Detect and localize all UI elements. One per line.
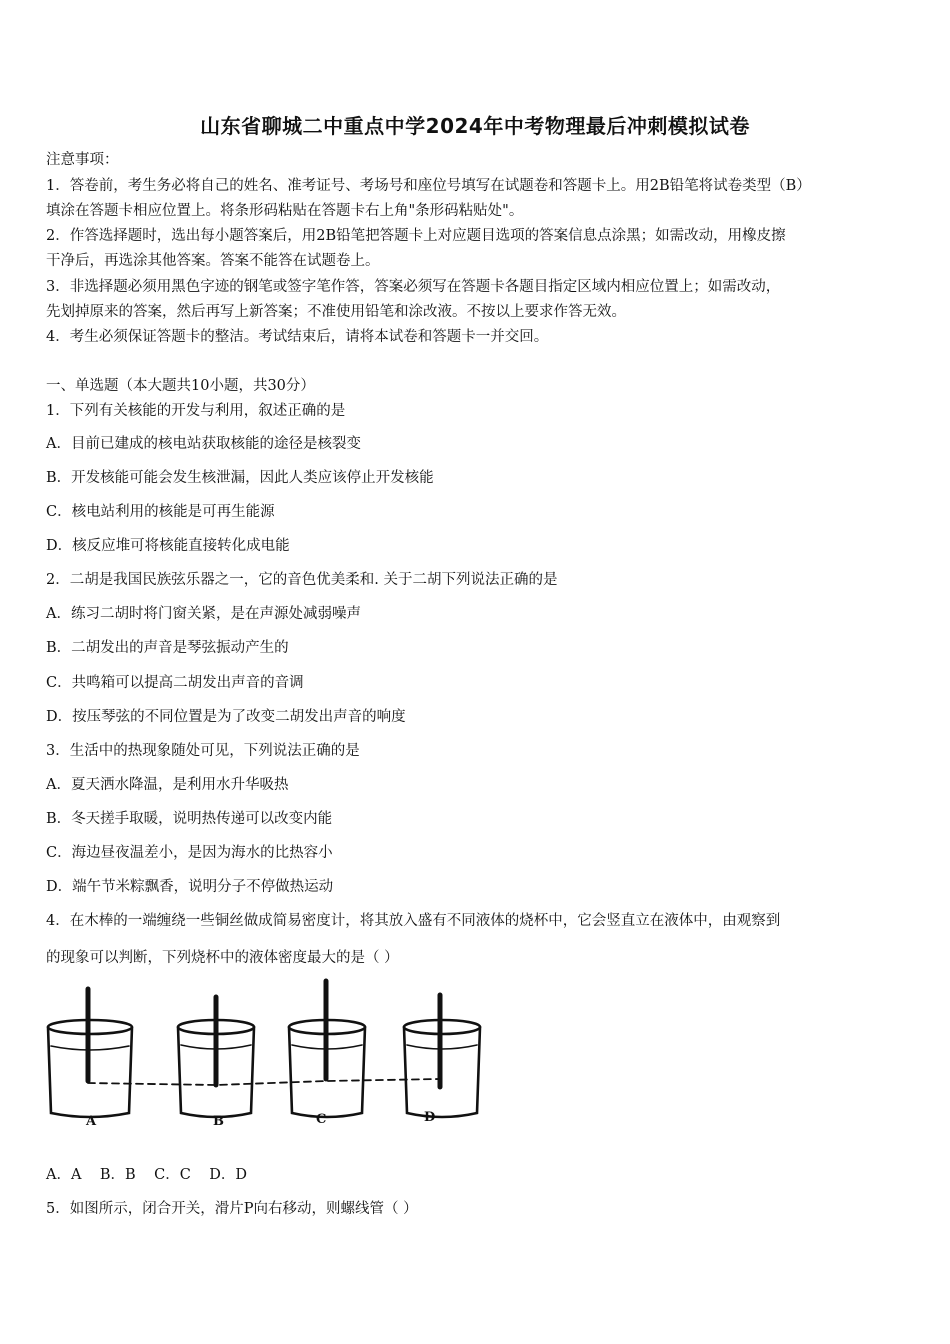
option-c: C．共鸣箱可以提高二胡发出声音的音调 <box>46 675 304 691</box>
reference-dashed-line <box>88 1079 440 1085</box>
option-c: C．核电站利用的核能是可再生能源 <box>46 504 275 520</box>
beakers-figure <box>40 975 500 1135</box>
notice-line: 2．作答选择题时，选出每小题答案后，用2B铅笔把答题卡上对应题目选项的答案信息点涂黑；如需改动，用橡皮擦 <box>46 228 786 244</box>
page-title: 山东省聊城二中重点中学2024年中考物理最后冲刺模拟试卷 <box>200 114 750 138</box>
notice-line: 填涂在答题卡相应位置上。将条形码粘贴在答题卡右上角"条形码粘贴处"。 <box>46 203 524 219</box>
option-d: D．按压琴弦的不同位置是为了改变二胡发出声音的响度 <box>46 709 406 725</box>
option-a: A．练习二胡时将门窗关紧，是在声源处减弱噪声 <box>46 606 361 622</box>
question-stem: 2．二胡是我国民族弦乐器之一，它的音色优美柔和. 关于二胡下列说法正确的是 <box>46 572 558 588</box>
beaker-a <box>48 989 132 1117</box>
option-c: C．海边昼夜温差小，是因为海水的比热容小 <box>46 845 333 861</box>
question-options: A．A B．B C．C D．D <box>46 1167 248 1183</box>
question-stem: 5．如图所示，闭合开关，滑片P向右移动，则螺线管（ ） <box>46 1201 418 1217</box>
notice-line: 1．答卷前，考生务必将自己的姓名、准考证号、考场号和座位号填写在试题卷和答题卡上。用2B铅笔将试卷类型（B） <box>46 178 811 194</box>
beaker-d <box>404 995 480 1117</box>
notice-line: 先划掉原来的答案，然后再写上新答案；不准使用铅笔和涂改液。不按以上要求作答无效。 <box>46 304 626 320</box>
option-d: D．核反应堆可将核能直接转化成电能 <box>46 538 290 554</box>
question-stem: 4．在木棒的一端缠绕一些铜丝做成简易密度计，将其放入盛有不同液体的烧杯中，它会竖直立在液体中，由观察到 <box>46 913 781 929</box>
option-b: B．冬天搓手取暖，说明热传递可以改变内能 <box>46 811 333 827</box>
notice-line: 4．考生必须保证答题卡的整洁。考试结束后，请将本试卷和答题卡一并交回。 <box>46 329 549 345</box>
beaker-b <box>178 997 254 1117</box>
question-stem: 3．生活中的热现象随处可见，下列说法正确的是 <box>46 743 360 759</box>
beaker-label-d: D <box>424 1110 436 1125</box>
beaker-label-a: A <box>86 1114 97 1129</box>
notice-line: 3．非选择题必须用黑色字迹的钢笔或签字笔作答，答案必须写在答题卡各题目指定区域内相应位置上；如需改动， <box>46 279 781 295</box>
option-a: A．目前已建成的核电站获取核能的途径是核裂变 <box>46 436 361 452</box>
question-stem: 1．下列有关核能的开发与利用，叙述正确的是 <box>46 403 346 419</box>
notice-heading: 注意事项： <box>46 152 119 168</box>
option-b: B．二胡发出的声音是琴弦振动产生的 <box>46 640 289 656</box>
beaker-label-b: B <box>213 1114 224 1129</box>
option-d: D．端午节米粽飘香，说明分子不停做热运动 <box>46 879 334 895</box>
beaker-label-c: C <box>316 1112 327 1127</box>
section-heading: 一、单选题（本大题共10小题，共30分） <box>46 378 315 394</box>
beaker-c <box>289 981 365 1117</box>
notice-line: 干净后，再选涂其他答案。答案不能答在试题卷上。 <box>46 253 380 269</box>
option-a: A．夏天洒水降温，是利用水升华吸热 <box>46 777 289 793</box>
option-b: B．开发核能可能会发生核泄漏，因此人类应该停止开发核能 <box>46 470 434 486</box>
question-stem-cont: 的现象可以判断，下列烧杯中的液体密度最大的是（ ） <box>46 950 399 966</box>
